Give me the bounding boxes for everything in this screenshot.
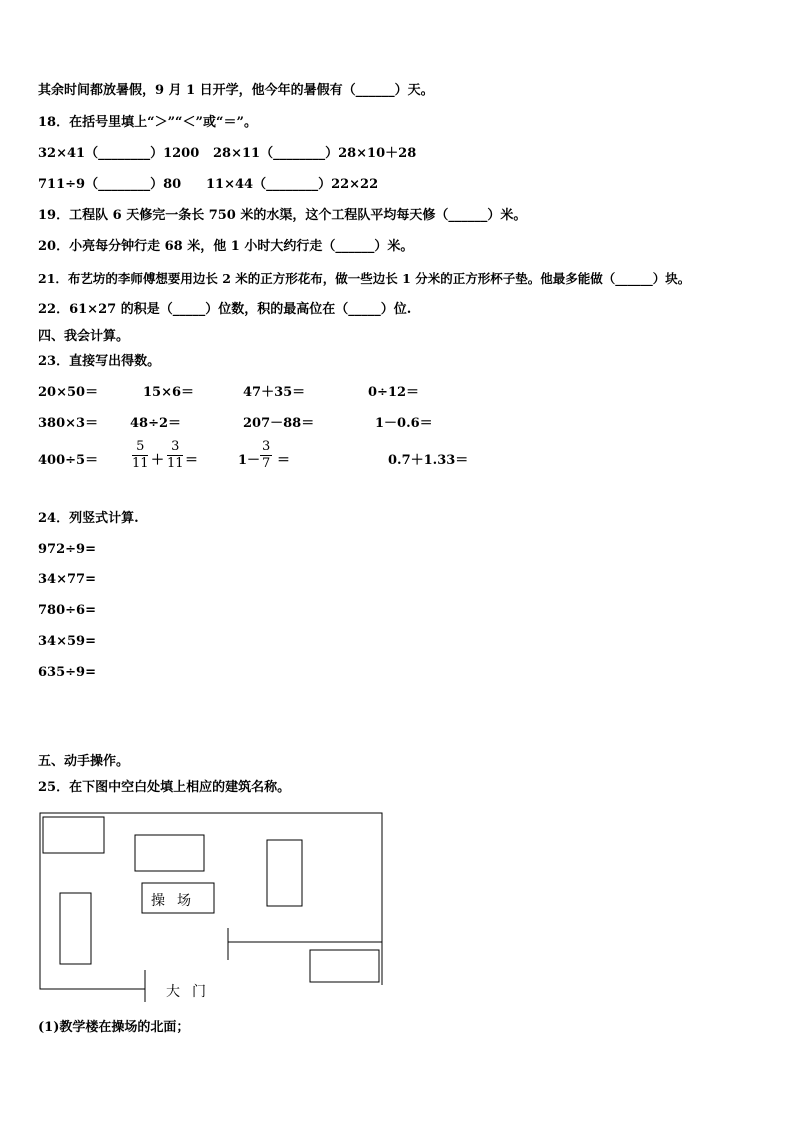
section-4-heading: 四、我会计算。: [38, 329, 130, 344]
vertical-calc-2: 34×77=: [38, 572, 96, 587]
vertical-calc-3: 780÷6=: [38, 603, 96, 618]
vertical-calc-5: 635÷9=: [38, 665, 96, 680]
question-18c: 711÷9（________）80: [38, 177, 182, 192]
one-minus: 1－: [238, 453, 261, 468]
calc-r3-1: 400÷5＝: [38, 453, 99, 468]
question-18: 18．在括号里填上“＞”“＜”或“＝”。: [38, 115, 257, 130]
calc-r1-4: 0÷12＝: [368, 385, 420, 400]
building-northwest: [43, 817, 104, 853]
calc-r2-1: 380×3＝: [38, 416, 99, 431]
question-18b: 28×11（________）28×10＋28: [213, 146, 417, 161]
question-24: 24．列竖式计算.: [38, 511, 139, 526]
question-22: 22．61×27 的积是（_____）位数，积的最高位在（_____）位.: [38, 302, 412, 317]
fraction-denominator: 11: [132, 456, 149, 471]
playground-label: 操场: [151, 893, 203, 909]
building-west: [60, 893, 91, 964]
calc-r2-4: 1－0.6＝: [375, 416, 433, 431]
building-northeast: [267, 840, 302, 906]
question-25-1: (1)教学楼在操场的北面；: [38, 1020, 190, 1035]
calc-r3-4: 0.7＋1.33＝: [388, 453, 469, 468]
fraction-denominator: 7: [262, 456, 271, 471]
question-18a: 32×41（________）1200: [38, 146, 200, 161]
building-southeast: [310, 950, 379, 982]
vertical-calc-1: 972÷9=: [38, 542, 96, 557]
equals-sign: ＝: [185, 453, 199, 468]
section-5-heading: 五、动手操作。: [38, 754, 130, 769]
equals-sign: ＝: [277, 453, 291, 468]
question-19: 19．工程队 6 天修完一条长 750 米的水渠，这个工程队平均每天修（______）米。: [38, 208, 527, 223]
fraction-numerator: 3: [262, 439, 271, 454]
calc-r2-2: 48÷2＝: [130, 416, 182, 431]
calc-r1-1: 20×50＝: [38, 385, 99, 400]
plus-sign: ＋: [151, 453, 165, 468]
fraction-numerator: 5: [136, 439, 145, 454]
calc-r2-3: 207－88＝: [243, 416, 315, 431]
calc-r1-3: 47＋35＝: [243, 385, 306, 400]
question-23: 23．直接写出得数。: [38, 354, 161, 369]
fraction-denominator: 11: [167, 456, 184, 471]
calc-r1-2: 15×6＝: [143, 385, 195, 400]
text-line-l0: 其余时间都放暑假，9 月 1 日开学，他今年的暑假有（______）天。: [38, 83, 434, 98]
fraction-numerator: 3: [171, 439, 180, 454]
question-21: 21．布艺坊的李师傅想要用边长 2 米的正方形花布，做一些边长 1 分米的正方形杯子垫。他最多能做（______）块。: [38, 271, 691, 286]
question-25: 25．在下图中空白处填上相应的建筑名称。: [38, 780, 291, 795]
question-20: 20．小亮每分钟行走 68 米，他 1 小时大约行走（______）米。: [38, 239, 414, 254]
gate-label: 大门: [166, 984, 218, 1000]
question-18d: 11×44（________）22×22: [206, 177, 379, 192]
building-north: [135, 835, 204, 871]
vertical-calc-4: 34×59=: [38, 634, 96, 649]
